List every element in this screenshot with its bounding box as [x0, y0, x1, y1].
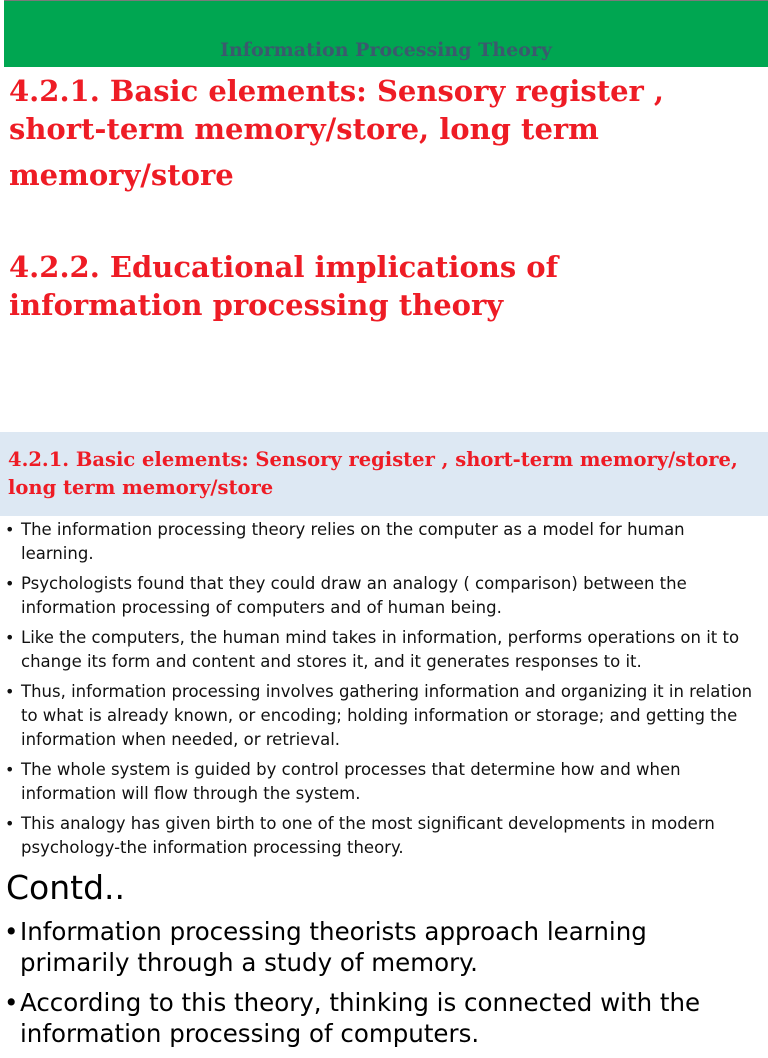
slide-3	[0, 862, 768, 1048]
list-item: • Psychologists found that they could draw an analogy ( comparison) between the information processing of computers and of human being.	[5, 574, 687, 617]
heading-educational-implications: 4.2.2. Educational implications of information processing theory	[9, 250, 559, 322]
slide-2-bullet-list	[0, 518, 768, 866]
slide-2-title: 4.2.1. Basic elements: Sensory register , short-term memory/store, long term memory/store	[8, 448, 738, 499]
slide-2	[0, 432, 768, 862]
list-item: • Thus, information processing involves gathering information and organizing it in relation to what is already known, or encoding; holding information or storage; and getting the information when needed, or retrieval.	[5, 682, 753, 749]
bullet-icon: •	[4, 917, 19, 946]
slide-1	[0, 0, 768, 425]
bullet-icon: •	[5, 574, 15, 593]
heading-basic-elements-cont: memory/store	[9, 158, 234, 192]
slide-3-bullet-list	[0, 916, 768, 1058]
list-item: • The whole system is guided by control processes that determine how and when information will flow through the system.	[5, 760, 681, 803]
list-item: • The information processing theory relies on the computer as a model for human learning.	[5, 520, 685, 563]
bullet-icon: •	[4, 988, 19, 1017]
bullet-icon: •	[5, 628, 15, 647]
list-item: • According to this theory, thinking is connected with the information processing of computers.	[4, 988, 701, 1048]
slide-header-bar	[4, 0, 768, 67]
list-item: • Information processing theorists approach learning primarily through a study of memory.	[4, 917, 647, 977]
bullet-icon: •	[5, 760, 15, 779]
list-item: • Like the computers, the human mind takes in information, performs operations on it to change its form and content and stores it, and it generates responses to it.	[5, 628, 740, 671]
bullet-icon: •	[5, 814, 15, 833]
list-item: • This analogy has given birth to one of the most significant developments in modern psychology-the information processing theory.	[5, 814, 715, 857]
bullet-icon: •	[5, 682, 15, 701]
bullet-icon: •	[5, 520, 15, 539]
header-title: Information Processing Theory	[220, 39, 552, 61]
slide-2-title-band	[0, 432, 768, 516]
slide-3-title: Contd..	[6, 868, 126, 907]
heading-basic-elements: 4.2.1. Basic elements: Sensory register , short-term memory/store, long term	[9, 74, 665, 146]
